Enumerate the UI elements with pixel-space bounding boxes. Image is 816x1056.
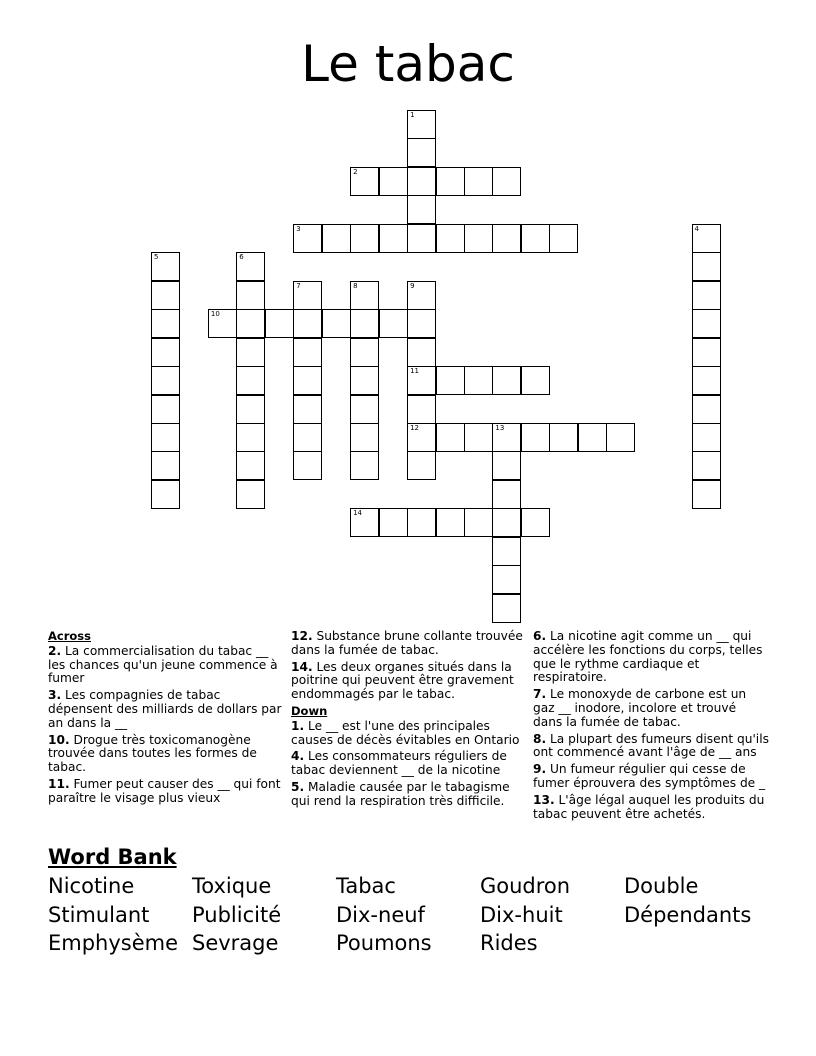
grid-cell[interactable] [293, 366, 322, 395]
grid-cell[interactable] [350, 423, 379, 452]
grid-cell[interactable] [407, 366, 436, 395]
grid-cell[interactable] [692, 338, 721, 367]
grid-cell[interactable] [692, 281, 721, 310]
clue-across-3: 3. Les compagnies de tabac dépensent des milliards de dollars par an dans la __ [48, 688, 282, 730]
grid-cell[interactable] [464, 423, 493, 452]
grid-cell[interactable] [350, 281, 379, 310]
grid-cell[interactable] [692, 224, 721, 253]
grid-cell[interactable] [407, 338, 436, 367]
grid-cell[interactable] [293, 395, 322, 424]
grid-cell[interactable] [407, 110, 436, 139]
grid-cell[interactable] [236, 338, 265, 367]
grid-cell[interactable] [436, 423, 465, 452]
grid-cell[interactable] [236, 252, 265, 281]
grid-cell[interactable] [492, 508, 521, 537]
grid-cell[interactable] [692, 451, 721, 480]
grid-cell[interactable] [151, 395, 180, 424]
grid-cell[interactable] [492, 167, 521, 196]
grid-cell[interactable] [492, 451, 521, 480]
across-heading: Across [48, 629, 91, 643]
grid-cell[interactable] [492, 224, 521, 253]
grid-cell[interactable] [407, 281, 436, 310]
clue-down-6: 6. La nicotine agit comme un __ qui accélère les fonctions du corps, telles que le rythme cardiaque et respiratoire. [533, 629, 763, 685]
grid-cell[interactable] [151, 451, 180, 480]
clue-number: 13 [495, 423, 505, 432]
grid-cell[interactable] [293, 451, 322, 480]
grid-cell[interactable] [379, 309, 408, 338]
word-bank-item: Publicité [192, 903, 282, 927]
grid-cell[interactable] [236, 281, 265, 310]
clues-column-1 [48, 628, 284, 809]
clue-down-8: 8. La plupart des fumeurs disent qu'ils ont commencé avant l'âge de __ ans [533, 731, 769, 760]
clue-number: 4 [694, 224, 699, 233]
grid-cell[interactable] [379, 508, 408, 537]
grid-cell[interactable] [236, 309, 265, 338]
grid-cell[interactable] [151, 366, 180, 395]
word-bank-item: Double [624, 874, 699, 898]
grid-cell[interactable] [692, 480, 721, 509]
grid-cell[interactable] [492, 537, 521, 566]
clue-number: 9 [410, 281, 415, 290]
clue-number: 3 [296, 224, 301, 233]
word-bank-item: Poumons [336, 931, 432, 955]
grid-cell[interactable] [492, 565, 521, 594]
grid-cell[interactable] [521, 224, 550, 253]
clue-number: 11 [410, 367, 420, 376]
grid-cell[interactable] [521, 508, 550, 537]
grid-cell[interactable] [464, 167, 493, 196]
grid-cell[interactable] [350, 508, 379, 537]
grid-cell[interactable] [265, 309, 294, 338]
clue-number: 14 [353, 509, 363, 518]
page-title: Le tabac [301, 35, 515, 93]
down-heading: Down [291, 703, 328, 718]
word-bank-item: Nicotine [48, 874, 135, 898]
grid-cell[interactable] [692, 423, 721, 452]
grid-cell[interactable] [322, 309, 351, 338]
clue-number: 7 [296, 281, 301, 290]
grid-cell[interactable] [350, 167, 379, 196]
grid-cell[interactable] [464, 508, 493, 537]
grid-cell[interactable] [407, 138, 436, 167]
grid-cell[interactable] [151, 480, 180, 509]
grid-cell[interactable] [492, 366, 521, 395]
clue-number: 6 [239, 253, 244, 262]
grid-cell[interactable] [407, 451, 436, 480]
clues-column-2 [291, 630, 527, 812]
grid-cell[interactable] [350, 309, 379, 338]
grid-cell[interactable] [208, 309, 237, 338]
grid-cell[interactable] [549, 224, 578, 253]
grid-cell[interactable] [692, 252, 721, 281]
word-bank-item: Emphysème [48, 931, 179, 955]
grid-cell[interactable] [407, 167, 436, 196]
word-bank-item: Tabac [336, 874, 396, 898]
word-bank-item: Stimulant [48, 903, 150, 927]
word-bank-item: Goudron [480, 874, 571, 898]
clue-number: 5 [154, 253, 159, 262]
grid-cell[interactable] [379, 167, 408, 196]
word-bank-heading: Word Bank [48, 845, 177, 869]
grid-cell[interactable] [293, 338, 322, 367]
clue-down-13: 13. L'âge légal auquel les produits du tabac peuvent être achetés. [533, 792, 765, 821]
grid-cell[interactable] [492, 423, 521, 452]
clue-number: 1 [410, 111, 415, 119]
grid-cell[interactable] [692, 309, 721, 338]
clues-column-3 [533, 630, 769, 824]
grid-cell[interactable] [407, 508, 436, 537]
clue-number: 2 [353, 167, 358, 176]
grid-cell[interactable] [293, 423, 322, 452]
grid-cell[interactable] [350, 338, 379, 367]
grid-cell[interactable] [151, 281, 180, 310]
clue-down-7: 7. Le monoxyde de carbone est un gaz __ inodore, incolore et trouvé dans la fumée de tabac. [533, 687, 747, 729]
grid-cell[interactable] [293, 309, 322, 338]
clue-number: 10 [210, 310, 220, 319]
grid-cell[interactable] [464, 366, 493, 395]
grid-cell[interactable] [293, 281, 322, 310]
word-bank-item: Dix-neuf [336, 903, 425, 927]
clue-across-14: 14. Les deux organes situés dans la poitrine qui peuvent être gravement endommagés par le tabac. [291, 659, 514, 702]
clue-number: 8 [353, 281, 358, 290]
grid-cell[interactable] [436, 366, 465, 395]
grid-cell[interactable] [293, 224, 322, 253]
clue-down-5: 5. Maladie causée par le tabagisme qui rend la respiration très difficile. [291, 779, 510, 808]
grid-cell[interactable] [492, 480, 521, 509]
grid-cell[interactable] [236, 451, 265, 480]
grid-cell[interactable] [692, 366, 721, 395]
grid-cell[interactable] [578, 423, 607, 452]
grid-cell[interactable] [350, 224, 379, 253]
grid-cell[interactable] [407, 224, 436, 253]
word-bank-item: Rides [480, 931, 538, 955]
grid-cell[interactable] [151, 423, 180, 452]
grid-cell[interactable] [521, 366, 550, 395]
grid-cell[interactable] [151, 338, 180, 367]
grid-cell[interactable] [436, 508, 465, 537]
grid-cell[interactable] [549, 423, 578, 452]
grid-cell[interactable] [521, 423, 550, 452]
grid-cell[interactable] [692, 395, 721, 424]
grid-cell[interactable] [379, 224, 408, 253]
clue-across-2: 2. La commercialisation du tabac __ les chances qu'un jeune commence à fumer [48, 643, 278, 686]
grid-cell[interactable] [407, 395, 436, 424]
grid-cell[interactable] [436, 224, 465, 253]
word-bank-item: Dépendants [624, 903, 752, 927]
word-bank-item: Dix-huit [480, 903, 563, 927]
grid-cell[interactable] [492, 594, 521, 623]
word-bank-item: Sevrage [192, 931, 279, 955]
clue-down-9: 9. Un fumeur régulier qui cesse de fumer éprouvera des symptômes de _ [533, 762, 766, 790]
grid-cell[interactable] [407, 195, 436, 224]
grid-cell[interactable] [350, 395, 379, 424]
clue-across-11: 11. Fumer peut causer des __ qui font paraître le visage plus vieux [48, 776, 281, 805]
clue-number: 12 [410, 423, 420, 432]
grid-cell[interactable] [151, 309, 180, 338]
grid-cell[interactable] [236, 423, 265, 452]
grid-cell[interactable] [322, 224, 351, 253]
grid-cell[interactable] [236, 366, 265, 395]
grid-cell[interactable] [236, 480, 265, 509]
grid-cell[interactable] [606, 423, 635, 452]
grid-cell[interactable] [464, 224, 493, 253]
word-bank-item: Toxique [192, 874, 272, 898]
grid-cell[interactable] [236, 395, 265, 424]
clue-across-10: 10. Drogue très toxicomanogène trouvée dans toutes les formes de tabac. [48, 732, 257, 775]
clue-down-4: 4. Les consommateurs réguliers de tabac deviennent __ de la nicotine [291, 749, 507, 778]
grid-cell[interactable] [436, 167, 465, 196]
grid-cell[interactable] [407, 423, 436, 452]
clue-down-1: 1. Le __ est l'une des principales causes de décès évitables en Ontario [291, 718, 520, 747]
grid-cell[interactable] [407, 309, 436, 338]
grid-cell[interactable] [151, 252, 180, 281]
clue-across-12: 12. Substance brune collante trouvée dans la fumée de tabac. [291, 629, 523, 657]
grid-cell[interactable] [350, 451, 379, 480]
grid-cell[interactable] [350, 366, 379, 395]
